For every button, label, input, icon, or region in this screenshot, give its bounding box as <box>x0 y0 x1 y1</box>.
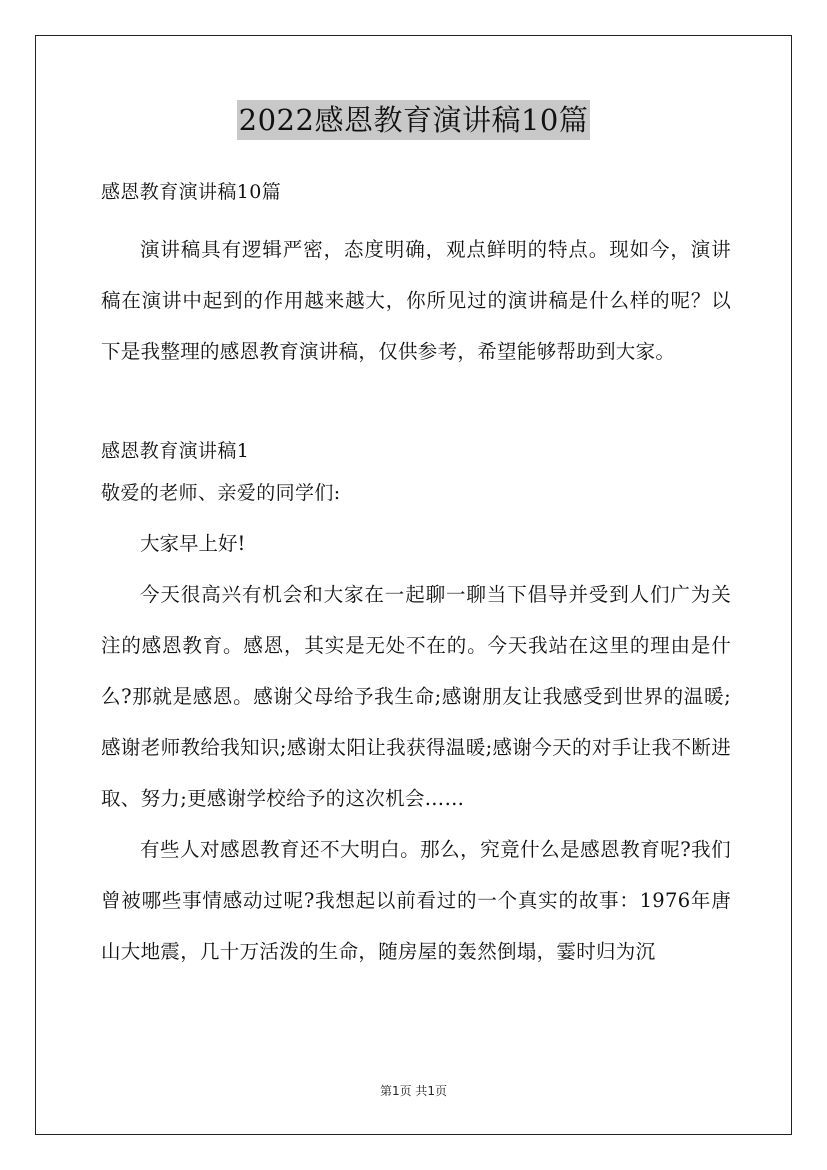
greeting: 大家早上好! <box>140 532 246 555</box>
page-footer: 第1页 共1页 <box>379 1084 448 1098</box>
section-heading: 感恩教育演讲稿1 <box>101 440 250 462</box>
body-paragraph-2: 有些人对感恩教育还不大明白。那么，究竟什么是感恩教育呢?我们曾被哪些事情感动过呢?我想起以前看过的一个真实的故事：1976年唐山大地震，几十万活泼的生命，随房屋的轰然倒塌，霎时归为沉 <box>101 838 731 963</box>
document-title: 2022感恩教育演讲稿10篇 <box>237 100 591 140</box>
document-body <box>101 173 731 977</box>
body-paragraph-1: 今天很高兴有机会和大家在一起聊一聊当下倡导并受到人们广为关注的感恩教育。感恩，其实是无处不在的。今天我站在这里的理由是什么?那就是感恩。感谢父母给予我生命;感谢朋友让我感受到世界的温暖;感谢老师教给我知识;感谢太阳让我获得温暖;感谢今天的对手让我不断进取、努力;更感谢学校给予的这次机会…… <box>101 583 731 810</box>
salutation: 敬爱的老师、亲爱的同学们: <box>101 482 341 504</box>
title-container <box>0 100 827 140</box>
document-subtitle: 感恩教育演讲稿10篇 <box>101 181 282 203</box>
spacer <box>101 377 731 432</box>
intro-paragraph: 演讲稿具有逻辑严密，态度明确，观点鲜明的特点。现如今，演讲稿在演讲中起到的作用越来越大，你所见过的演讲稿是什么样的呢？以下是我整理的感恩教育演讲稿，仅供参考，希望能够帮助到大家。 <box>101 238 731 363</box>
